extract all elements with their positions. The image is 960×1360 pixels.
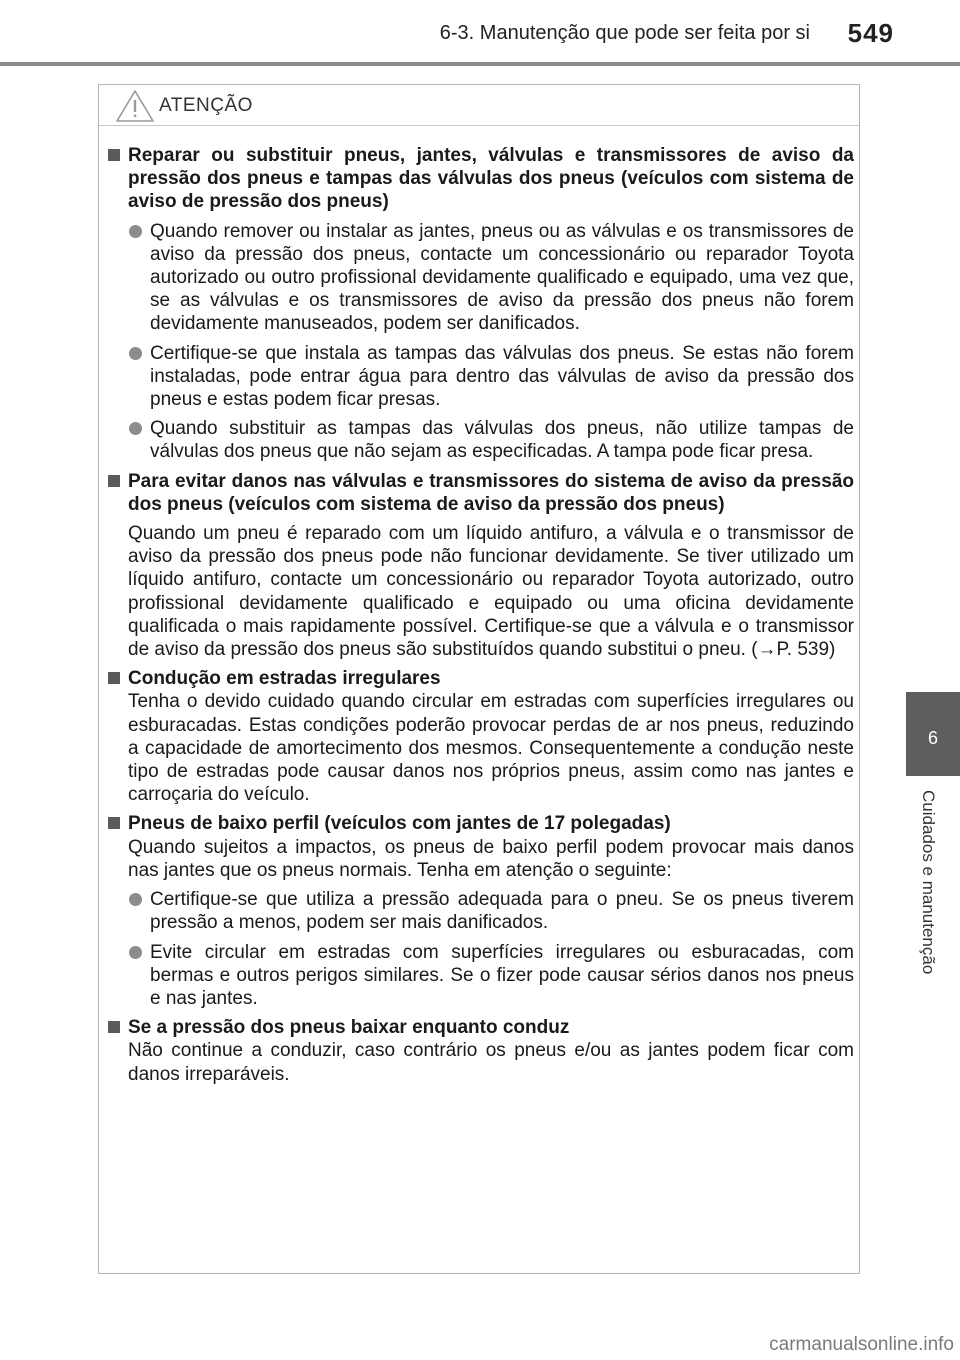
section-text: Quando um pneu é reparado com um líquido antifuro, a válvula e o transmissor de aviso da pressão dos pneus pode não funcionar devidamente. Se tiver utilizado um líquido antifuro, contacte um concessionário ou reparador Toyota autorizado, outro profissional devidamente qualificado e equipado ou uma oficina devidamente qualificada o mais rapidamente possível. Certifique-se que a válvula e o transmissor de aviso da pressão dos pneus são substituídos quando substitui o pneu. (→P. 539) xyxy=(128,523,854,661)
page-number: 549 xyxy=(847,18,894,48)
section-pressure-drop xyxy=(108,1016,854,1086)
section-marker xyxy=(108,1021,120,1033)
section-heading: Pneus de baixo perfil (veículos com jantes de 17 polegadas) xyxy=(128,813,671,835)
section-tire-repair xyxy=(108,144,854,464)
chapter-label xyxy=(910,790,950,1010)
bullet-item xyxy=(128,941,854,1011)
watermark: carmanualsonline.info xyxy=(769,1334,954,1355)
bullet-text: Certifique-se que instala as tampas das válvulas dos pneus. Se estas não forem instaladas, pode entrar água para dentro das válvulas de aviso da pressão dos pneus e estas podem ficar presas. xyxy=(150,342,854,411)
section-marker xyxy=(108,817,120,829)
bullet-dot-icon xyxy=(129,225,142,238)
bullet-item xyxy=(128,417,854,463)
chapter-title: Cuidados e manutenção xyxy=(919,790,938,975)
section-text: Tenha o devido cuidado quando circular em estradas com superfícies irregulares ou esburacadas. Estas condições poderão provocar perdas de ar nos pneus, reduzindo a capacidade de amortecimento dos mesmos. Consequentemente a condução neste tipo de estradas pode causar danos nos próprios pneus, assim como nas jantes e carroçaria do veículo. xyxy=(128,691,854,806)
bullet-dot-icon xyxy=(129,347,142,360)
section-valve-damage xyxy=(108,470,854,662)
bullet-dot-icon xyxy=(129,893,142,906)
bullet-text: Certifique-se que utiliza a pressão adequada para o pneu. Se os pneus tiverem pressão a menos, podem ser mais danificados. xyxy=(150,889,854,934)
bullet-text: Quando remover ou instalar as jantes, pneus ou as válvulas e os transmissores de aviso da pressão dos pneus, contacte um concessionário ou reparador Toyota autorizado ou outro profissional devidamente qualificado e equipado, uma vez que, se as válvulas e os transmissores de aviso da pressão dos pneus não forem devidamente manuseados, podem ser danificados. xyxy=(150,220,854,335)
bullet-dot-icon xyxy=(129,946,142,959)
section-marker xyxy=(108,149,120,161)
bullet-text: Quando substituir as tampas das válvulas dos pneus, não utilize tampas de válvulas dos pneus que não sejam as especificadas. A tampa pode ficar presa. xyxy=(150,418,854,463)
bullet-item xyxy=(128,888,854,934)
section-text: Não continue a conduzir, caso contrário os pneus e/ou as jantes podem ficar com danos irreparáveis. xyxy=(128,1040,854,1085)
bullet-item xyxy=(128,342,854,412)
chapter-number: 6 xyxy=(927,728,938,748)
page-header xyxy=(0,0,960,64)
section-heading: Condução em estradas irregulares xyxy=(128,668,441,690)
section-heading: Para evitar danos nas válvulas e transmissores do sistema de aviso da pressão dos pneus (veículos com sistema de aviso da pressão dos pneus) xyxy=(128,470,854,515)
section-marker xyxy=(108,672,120,684)
section-title: 6-3. Manutenção que pode ser feita por si xyxy=(439,22,810,44)
section-heading: Se a pressão dos pneus baixar enquanto conduz xyxy=(128,1017,570,1039)
section-rough-roads xyxy=(108,667,854,806)
warning-content xyxy=(108,144,854,1092)
bullet-item xyxy=(128,220,854,336)
section-heading: Reparar ou substituir pneus, jantes, válvulas e transmissores de aviso da pressão dos pneus e tampas das válvulas dos pneus (veículos com sistema de aviso de pressão dos pneus) xyxy=(128,145,854,213)
warning-triangle-icon xyxy=(115,89,155,123)
section-low-profile xyxy=(108,812,854,1010)
section-marker xyxy=(108,475,120,487)
warning-title: ATENÇÃO xyxy=(159,95,253,116)
bullet-dot-icon xyxy=(129,422,142,435)
section-text: Quando sujeitos a impactos, os pneus de baixo perfil podem provocar mais danos nas jantes que os pneus normais. Tenha em atenção o seguinte: xyxy=(128,836,854,881)
chapter-tab xyxy=(906,692,960,776)
bullet-text: Evite circular em estradas com superfícies irregulares ou esburacadas, com bermas e outros perigos similares. Se o fizer pode causar sérios danos nos pneus e nas jantes. xyxy=(150,941,854,1009)
header-rule xyxy=(0,62,960,66)
warning-header xyxy=(99,85,859,126)
